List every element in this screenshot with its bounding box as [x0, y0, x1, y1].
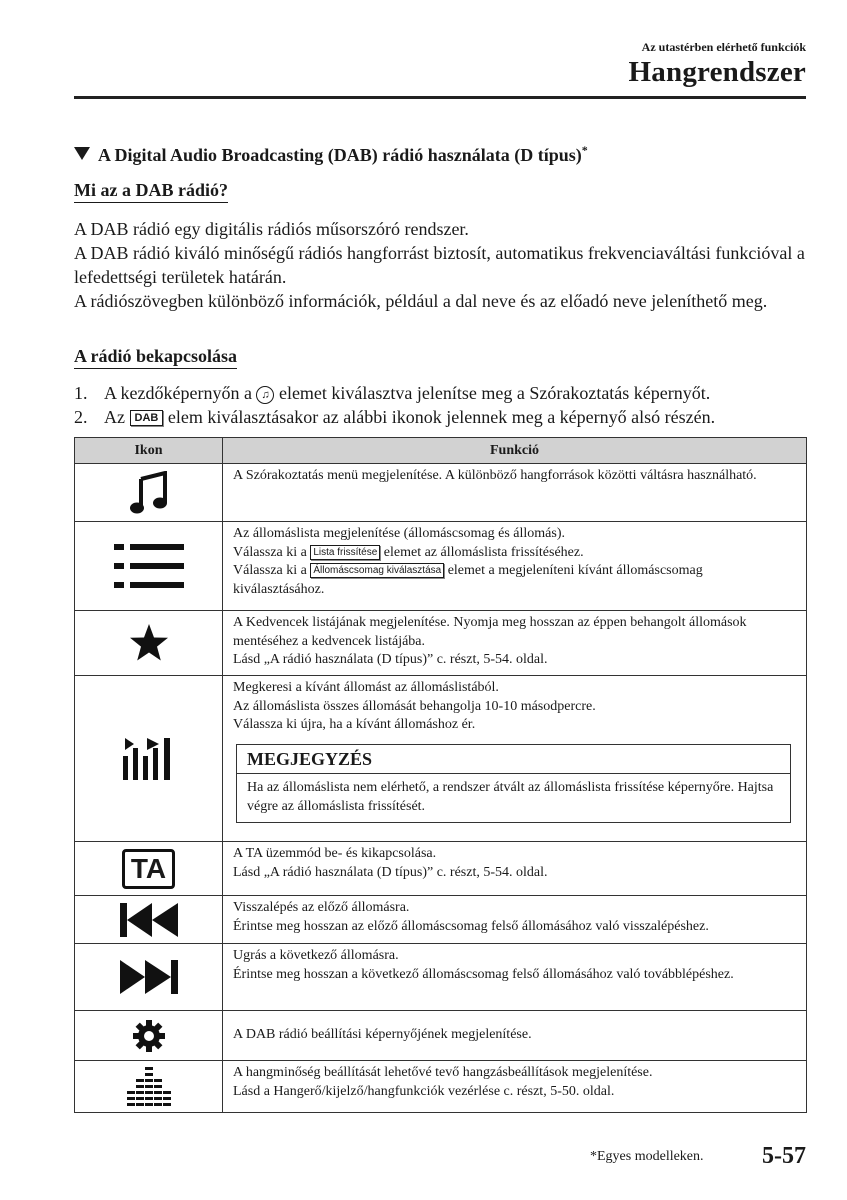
- table-row: [75, 464, 807, 522]
- function-text: Érintse meg hosszan a következő állomáscsomag felső állomásához való továbblépéshez.: [233, 966, 734, 982]
- icon-cell: [75, 611, 223, 676]
- function-cell: [223, 464, 807, 522]
- footnote: *Egyes modelleken.: [590, 1149, 704, 1164]
- equalizer-icon: [126, 1067, 172, 1107]
- header-rule: [74, 96, 806, 99]
- icon-cell: [75, 944, 223, 1011]
- icon-cell: [75, 676, 223, 842]
- function-cell: [223, 842, 807, 896]
- function-text: Válassza ki a Lista frissítése elemet az állomáslista frissítéséhez.: [233, 544, 584, 560]
- what-is-paragraph: A DAB rádió egy digitális rádiós műsorszóró rendszer.: [74, 219, 469, 239]
- table-row: [75, 1061, 807, 1113]
- ta-icon: TA: [122, 849, 175, 889]
- function-text: Visszalépés az előző állomásra.: [233, 900, 410, 915]
- header-section-label: Az utastérben elérhető funkciók: [641, 40, 806, 54]
- icon-cell: [75, 842, 223, 896]
- function-cell: [223, 1061, 807, 1113]
- select-ensemble-key: Állomáscsomag kiválasztása: [310, 563, 444, 578]
- music-note-icon: [129, 471, 169, 515]
- function-cell: [223, 676, 807, 842]
- scan-icon: [123, 738, 175, 780]
- refresh-list-key: Lista frissítése: [310, 545, 380, 560]
- function-text: Ugrás a következő állomásra.: [233, 948, 399, 963]
- list-icon: [114, 544, 184, 588]
- function-cell: [223, 944, 807, 1011]
- table-row: [75, 676, 807, 842]
- page-title: Hangrendszer: [628, 56, 806, 88]
- table-row: [75, 611, 807, 676]
- turn-on-heading: A rádió bekapcsolása: [74, 346, 237, 369]
- icon-cell: [75, 1061, 223, 1113]
- function-text: Érintse meg hosszan az előző állomáscsomag felső állomásához való visszalépéshez.: [233, 918, 709, 934]
- icon-function-table: [74, 437, 807, 1113]
- function-text: A hangminőség beállítását lehetővé tevő hangzásbeállítások megjelenítése.: [233, 1065, 653, 1080]
- steps-list: [74, 381, 814, 429]
- icon-cell: [75, 896, 223, 944]
- function-text: Lásd a Hangerő/kijelző/hangfunkciók vezérlése c. részt, 5-50. oldal.: [233, 1083, 615, 1099]
- skip-back-icon: [120, 903, 178, 937]
- column-header-icon: Ikon: [75, 438, 223, 464]
- table-row: [75, 842, 807, 896]
- function-cell: [223, 611, 807, 676]
- table-row: [75, 896, 807, 944]
- function-text: A TA üzemmód be- és kikapcsolása.: [233, 846, 437, 861]
- dab-key: DAB: [130, 410, 164, 426]
- icon-cell: [75, 1011, 223, 1061]
- what-is-text: [74, 217, 814, 313]
- section-title-text: A Digital Audio Broadcasting (DAB) rádió használata (D típus): [98, 145, 582, 165]
- function-cell: [223, 1011, 807, 1061]
- step-item: [74, 381, 814, 405]
- step-text: elem kiválasztásakor az alábbi ikonok jelennek meg a képernyő alsó részén.: [167, 407, 716, 427]
- table-row: [75, 944, 807, 1011]
- function-text: A DAB rádió beállítási képernyőjének megjelenítése.: [233, 1026, 532, 1042]
- step-item: [74, 405, 814, 429]
- icon-cell: [75, 522, 223, 611]
- what-is-paragraph: A rádiószövegben különböző információk, például a dal neve és az előadó neve jeleníthető meg.: [74, 291, 768, 311]
- step-text: A kezdőképernyőn a: [104, 383, 252, 403]
- table-header-row: [75, 438, 807, 464]
- note-box: [236, 744, 791, 824]
- function-cell: [223, 896, 807, 944]
- step-number: 2.: [74, 407, 88, 427]
- star-icon: [129, 623, 169, 663]
- function-text: Lásd „A rádió használata (D típus)” c. részt, 5-54. oldal.: [233, 652, 548, 667]
- triangle-bullet-icon: [74, 147, 90, 160]
- function-text: Az állomáslista megjelenítése (állomáscsomag és állomás).: [233, 526, 566, 541]
- step-text: elemet kiválasztva jelenítse meg a Szórakoztatás képernyőt.: [278, 383, 711, 403]
- skip-forward-icon: [120, 960, 178, 994]
- function-cell: [223, 522, 807, 611]
- function-text: Az állomáslista összes állomását behangolja 10-10 másodpercre.: [233, 698, 596, 714]
- section-title: [74, 143, 588, 166]
- column-header-function: Funkció: [223, 438, 807, 464]
- what-is-paragraph: A DAB rádió kiváló minőségű rádiós hangforrást biztosít, automatikus frekvenciaváltási funkcióval a lefedettségi területek határán.: [74, 243, 805, 287]
- icon-cell: [75, 464, 223, 522]
- page-number: 5-57: [762, 1143, 806, 1169]
- note-title: MEGJEGYZÉS: [237, 745, 790, 775]
- table-row: [75, 522, 807, 611]
- table-row: [75, 1011, 807, 1061]
- function-text: Lásd „A rádió használata (D típus)” c. részt, 5-54. oldal.: [233, 864, 548, 880]
- step-number: 1.: [74, 383, 88, 403]
- function-text: Megkeresi a kívánt állomást az állomáslistából.: [233, 680, 499, 695]
- function-text: Válassza ki újra, ha a kívánt állomáshoz ér.: [233, 717, 476, 732]
- music-menu-icon: ♫: [256, 386, 274, 404]
- what-is-heading: Mi az a DAB rádió?: [74, 180, 228, 203]
- step-text: Az: [104, 407, 125, 427]
- function-text: Válassza ki a Állomáscsomag kiválasztása elemet a megjeleníteni kívánt állomáscsomag kiválasztásához.: [233, 563, 703, 597]
- function-text: A Kedvencek listájának megjelenítése. Nyomja meg hosszan az éppen behangolt állomások mentéséhez a kedvencek listájába.: [233, 615, 747, 649]
- note-text: Ha az állomáslista nem elérhető, a rendszer átvált az állomáslista frissítése képernyőre. Hajtsa végre az állomáslista frissítését.: [247, 780, 774, 814]
- gear-icon: [133, 1020, 165, 1052]
- function-text: A Szórakoztatás menü megjelenítése. A különböző hangforrások közötti váltásra használható.: [233, 468, 757, 483]
- section-title-mark: *: [581, 143, 588, 157]
